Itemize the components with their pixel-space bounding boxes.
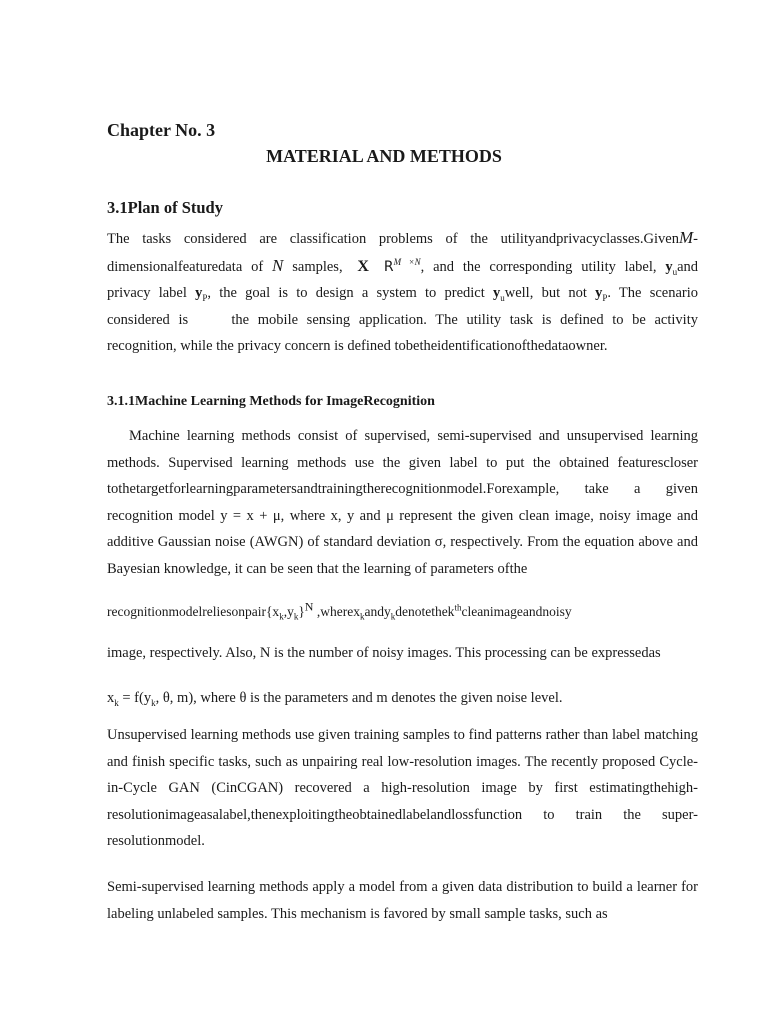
math-subscript: k (151, 697, 156, 708)
paragraph-line (107, 253, 698, 281)
text-run: . The scenario (607, 285, 699, 301)
math-subscript: u (500, 292, 505, 303)
paragraph-line: image, respectively. Also, N is the number of noisy images. This processing can be expressedas (107, 645, 661, 661)
text-run: = f(y (122, 690, 152, 706)
text-run: samples, (292, 258, 343, 275)
paragraph-line (107, 225, 698, 253)
math-subscript: k (359, 611, 365, 622)
text-run: ,y (283, 604, 294, 619)
math-symbol: M (678, 228, 694, 247)
text-run: x (107, 690, 115, 706)
math-subscript: u (672, 266, 678, 277)
equation-line (107, 599, 698, 622)
math-subscript: P (602, 292, 608, 303)
math-subscript: k (114, 697, 119, 708)
text-run: denotethek (395, 604, 455, 619)
math-subscript: k (279, 611, 284, 622)
supervised-paragraph: Machine learning methods consist of supervised, semi-supervised and unsupervised learning methods. Supervised learning methods use the given label to put the obtained featurescloser​tothetargetforlearningparametersandtrainingtherecognitionmodel.Forexample, take a given recognition model y = x + μ, where x, y and μ represent the given clean image, noisy image and additive Gaussian noise (AWGN) of standard deviation σ, respectively. From the equation above and Bayesian knowledge, it can be seen that the learning of parameters ofthe (107, 428, 698, 577)
text-run: andy (364, 604, 391, 619)
section-heading-3-1: 3.1Plan of Study (107, 198, 223, 217)
semi-supervised-paragraph: Semi-supervised learning methods apply a model from a given data distribution to build a learner for labeling unlabeled samples. This mechanism is favored by small sample tasks, such as (107, 879, 698, 922)
math-superscript: M ×N (393, 256, 421, 267)
text-run: - (693, 231, 698, 247)
text-run: ,wherex (316, 604, 360, 619)
math-symbol: y (595, 285, 603, 301)
text-run: privacy label (107, 285, 187, 301)
text-run: The tasks considered are classification problems of the utilityandprivacyclasses.Given (107, 231, 679, 247)
section-heading-3-1-1: 3.1.1Machine Learning Methods for ImageRecognition (107, 394, 435, 409)
text-run: cleanimageandnoisy (461, 604, 572, 619)
math-symbol: R (383, 258, 394, 275)
math-symbol: y (493, 285, 501, 301)
math-subscript: k (293, 611, 299, 622)
math-symbol: y (665, 258, 673, 275)
text-run: , and the corresponding utility label, (420, 258, 657, 275)
paragraph-line: recognition, while the privacy concern is defined tobetheidentificationofthedataowner. (107, 338, 608, 354)
unsupervised-paragraph: Unsupervised learning methods use given training samples to find patterns rather than label matching and finish specific tasks, such as unpairing real low-resolution images. The recently proposed Cycle-in-Cycle GAN (CinCGAN) recovered a high-resolution image by first estimatingthehigh-resolutionimageasalabel,thenexploitingtheobtainedlabelandlossfunction to train the super-resolutionmodel. (107, 727, 698, 849)
math-symbol: N (272, 255, 284, 275)
chapter-heading: Chapter No. 3 (107, 120, 216, 140)
paragraph-line (107, 280, 698, 307)
page-title: MATERIAL AND METHODS (266, 146, 502, 166)
text-run: , θ, m), where θ is the parameters and m denotes the given noise level. (155, 690, 563, 706)
text-run: } (298, 604, 305, 619)
section-3-1-paragraph (107, 225, 698, 360)
paragraph-line: considered is the mobile sensing application. The utility task is defined to be activity (107, 311, 698, 328)
math-symbol: y (195, 285, 203, 301)
math-superscript: N (304, 599, 314, 614)
text-run: , the goal is to design a system to predict (207, 285, 485, 301)
formula-line (107, 688, 698, 708)
math-subscript: k (390, 611, 396, 622)
math-symbol: X (357, 257, 369, 275)
text-run: and (677, 258, 699, 275)
math-subscript: P (202, 292, 208, 303)
text-run: dimensionalfeaturedata of (107, 258, 264, 275)
math-superscript: th (454, 602, 462, 613)
text-run: well, but not (504, 285, 587, 301)
text-run: recognitionmodelreliesonpair{x (107, 604, 280, 619)
